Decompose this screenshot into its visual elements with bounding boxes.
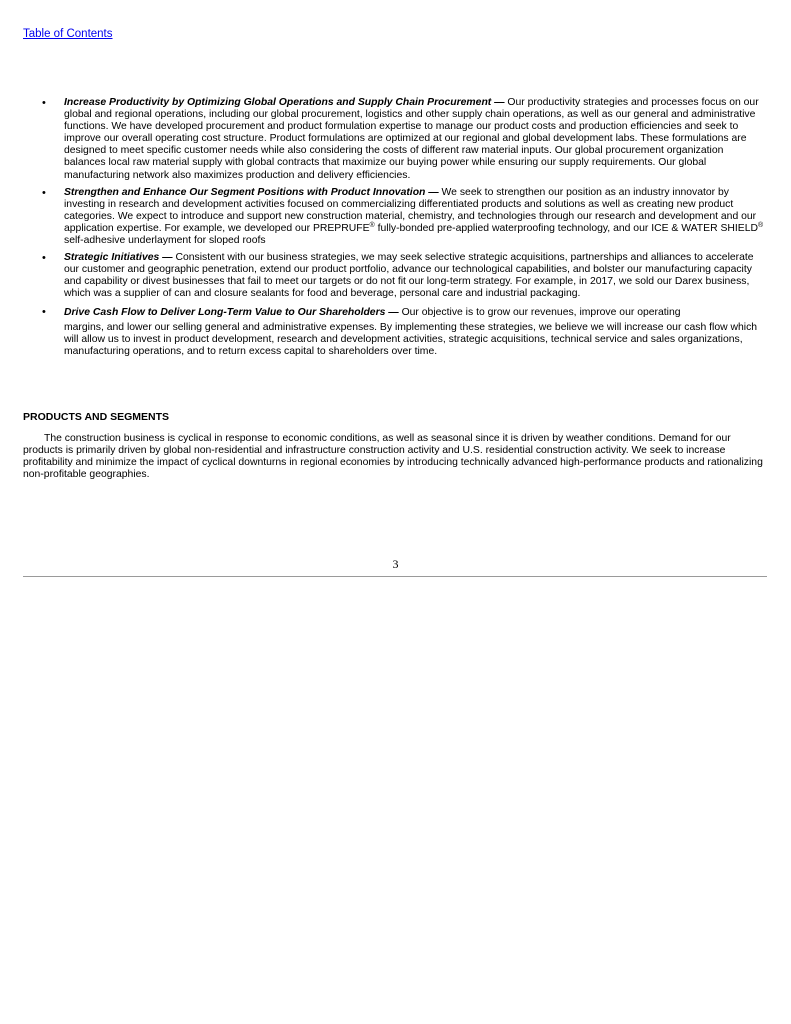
page-divider <box>23 576 767 577</box>
bullet-item-productivity <box>0 97 791 182</box>
page-number: 3 <box>392 557 399 571</box>
bullet-first-line <box>64 306 767 320</box>
registered-mark: ® <box>758 221 764 229</box>
bullet-icon: • <box>42 305 46 318</box>
section-paragraph: The construction business is cyclical in response to economic conditions, as well as seasonal since it is driven by weather conditions. Demand for our products is primarily driven by global non-residential and infrastructure construction activity and U.S. residential construction activity. We seek to increase profitability and minimize the impact of cyclical downturns in regional economies by introducing technically advanced high-performance products and rationalizing non-profitable geographies. <box>23 433 763 481</box>
bullet-icon: • <box>42 97 46 109</box>
table-of-contents-link[interactable]: Table of Contents <box>23 28 113 40</box>
bullet-item-strategic-initiatives <box>0 252 791 300</box>
bullet-text: We seek to strengthen our position as an industry innovator by investing in research and development activities focused on commercializing differentiated products and solutions as well as creating new product categories. We expect to introduce and support new construction material, chemistry, and technologies through our research and development and our application expertise. For example, we developed our PREPRUFE <box>64 186 757 234</box>
bullet-text: Our productivity strategies and processes focus on our global and regional operations, including our global procurement, logistics and other supply chain operations, as well as our general and administrative functions. We have developed procurement and product formulation expertise to manage our product costs and production efficiencies and seek to improve our overall operating cost structure. Product formulations are optimized at our regional and global development labs. These formulations are designed to meet specific customer needs while also considering the costs of different raw material inputs. Our global procurement organization balances local raw material supply with global contracts that maximize our buying power while ensuring our supply requirements. Our global manufacturing network also maximizes production and delivery efficiencies. <box>64 97 759 181</box>
bullet-text: self-adhesive underlayment for sloped roofs <box>64 235 266 247</box>
bullet-title: Increase Productivity by Optimizing Global Operations and Supply Chain Procurement — <box>64 97 505 108</box>
bullet-item-cash-flow <box>0 306 791 358</box>
bullet-text: Our objective is to grow our revenues, improve our operating <box>398 306 681 318</box>
bullet-icon: • <box>42 252 46 265</box>
bullet-text: Consistent with our business strategies, we may seek selective strategic acquisitions, partnerships and alliances to accelerate our customer and geographic penetration, extend our product portfolio, advance our technological capabilities, and bolster our manufacturing capacity and capability or divest businesses that fail to meet our targets or do not fit our long-term strategy. For example, in 2017, we sold our Darex business, which was a supplier of can and closure sealants for food and beverage, personal care and industrial packaging. <box>64 252 754 300</box>
bullet-title: Strengthen and Enhance Our Segment Positions with Product Innovation — <box>64 186 439 198</box>
bullet-title: Strategic Initiatives — <box>64 252 173 264</box>
bullet-icon: • <box>42 186 46 199</box>
bullet-title: Drive Cash Flow to Deliver Long-Term Value to Our Shareholders — <box>64 306 399 318</box>
strategy-bullet-list <box>0 97 791 363</box>
bullet-item-innovation <box>0 187 791 247</box>
bullet-text: fully-bonded pre-applied waterproofing technology, and our ICE & WATER SHIELD <box>374 222 759 234</box>
registered-mark: ® <box>369 221 375 229</box>
bullet-text: margins, and lower our selling general and administrative expenses. By implementing these strategies, we believe we will increase our cash flow which will allow us to invest in product development, research and development activities, strategic acquisitions, technical service and sales organizations, manufacturing operations, and to return excess capital to shareholders over time. <box>64 321 758 357</box>
section-heading: PRODUCTS AND SEGMENTS <box>23 411 170 423</box>
